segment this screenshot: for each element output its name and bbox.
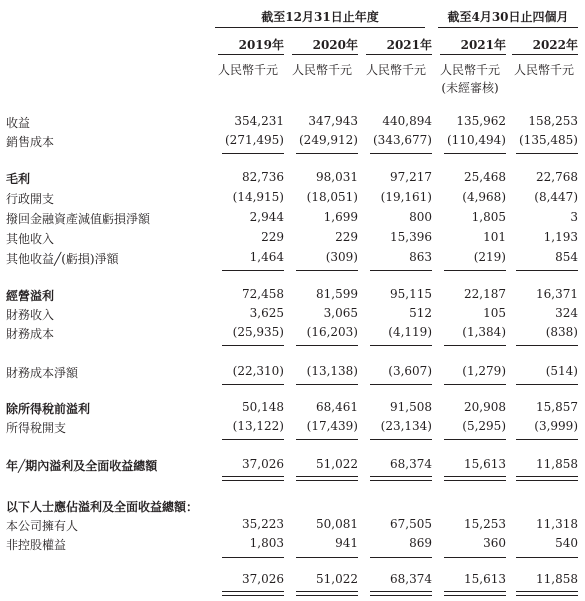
cell-value: 229 — [335, 230, 358, 244]
cell-value: (13,138) — [306, 364, 358, 378]
subtotal-rule — [516, 270, 578, 271]
cell-value: (8,447) — [534, 190, 578, 204]
row-label: 毛利 — [6, 172, 31, 186]
cell-value: 22,187 — [464, 287, 506, 301]
subtotal-rule — [296, 439, 358, 440]
year-header: 2019年 — [238, 38, 284, 52]
cell-value: (4,119) — [388, 325, 432, 339]
row-label: 非控股權益 — [6, 538, 67, 552]
cell-value: 50,081 — [316, 517, 358, 531]
cell-value: 16,371 — [536, 287, 578, 301]
row-label: 所得稅開支 — [6, 421, 67, 435]
cell-value: 35,223 — [242, 517, 284, 531]
year-header: 2021年 — [386, 38, 432, 52]
subtotal-rule — [516, 153, 578, 154]
cell-value: (25,935) — [232, 325, 284, 339]
row-label: 其他收益╱(虧損)淨額 — [6, 252, 119, 266]
cell-value: 50,148 — [242, 400, 284, 414]
cell-value: 72,458 — [242, 287, 284, 301]
subtotal-rule — [516, 384, 578, 385]
cell-value: 1,803 — [249, 536, 284, 550]
cell-value: 229 — [261, 230, 284, 244]
row-label: 經營溢利 — [6, 289, 55, 303]
cell-value: 11,858 — [536, 457, 578, 471]
cell-value: 863 — [409, 250, 432, 264]
cell-value: 941 — [335, 536, 358, 550]
subtotal-rule — [516, 345, 578, 346]
cell-value: 347,943 — [308, 114, 358, 128]
subtotal-rule — [296, 153, 358, 154]
cell-value: 2,944 — [249, 210, 284, 224]
cell-value: 91,508 — [390, 400, 432, 414]
unit-label: 人民幣千元 — [291, 63, 352, 77]
subtotal-rule — [370, 557, 432, 558]
cell-value: 67,505 — [390, 517, 432, 531]
cell-value: (135,485) — [519, 133, 578, 147]
year-rule — [366, 54, 432, 55]
cell-value: 869 — [409, 536, 432, 550]
cell-value: (19,161) — [380, 190, 432, 204]
row-label: 撥回金融資產減值虧損淨額 — [6, 212, 151, 226]
row-label: 銷售成本 — [6, 135, 55, 149]
cell-value: (514) — [545, 364, 578, 378]
cell-value: (18,051) — [306, 190, 358, 204]
cell-value: 800 — [409, 210, 432, 224]
cell-value: 82,736 — [242, 170, 284, 184]
total-double-rule — [296, 591, 358, 596]
cell-value: 98,031 — [316, 170, 358, 184]
subtotal-rule — [444, 270, 506, 271]
cell-value: 101 — [483, 230, 506, 244]
subtotal-rule — [444, 345, 506, 346]
cell-value: (22,310) — [232, 364, 284, 378]
cell-value: 15,396 — [390, 230, 432, 244]
cell-value: 68,461 — [316, 400, 358, 414]
cell-value: 95,115 — [390, 287, 432, 301]
cell-value: 37,026 — [242, 572, 284, 586]
total-double-rule — [370, 591, 432, 596]
cell-value: 105 — [483, 306, 506, 320]
row-label: 行政開支 — [6, 192, 55, 206]
cell-value: 854 — [555, 250, 578, 264]
header-group-year: 截至12月31日止年度 — [261, 10, 379, 24]
cell-value: 354,231 — [234, 114, 284, 128]
subtotal-rule — [222, 153, 284, 154]
row-label: 財務成本 — [6, 327, 55, 341]
subtotal-rule — [444, 439, 506, 440]
subtotal-rule — [222, 270, 284, 271]
row-label: 本公司擁有人 — [6, 519, 79, 533]
cell-value: (1,384) — [462, 325, 506, 339]
unit-label: 人民幣千元 — [439, 63, 500, 77]
cell-value: 540 — [555, 536, 578, 550]
year-rule — [512, 54, 578, 55]
subtotal-rule — [296, 557, 358, 558]
section-heading: 以下人士應佔溢利及全面收益總額： — [6, 500, 199, 514]
cell-value: (14,915) — [232, 190, 284, 204]
total-double-rule — [444, 476, 506, 481]
cell-value: (17,439) — [306, 419, 358, 433]
cell-value: 51,022 — [316, 457, 358, 471]
cell-value: 324 — [555, 306, 578, 320]
cell-value: 3,625 — [249, 306, 284, 320]
row-label: 財務成本淨額 — [6, 366, 79, 380]
cell-value: (1,279) — [462, 364, 506, 378]
cell-value: 1,193 — [543, 230, 578, 244]
cell-value: (309) — [325, 250, 358, 264]
row-label: 其他收入 — [6, 232, 55, 246]
total-double-rule — [296, 476, 358, 481]
subtotal-rule — [516, 557, 578, 558]
row-label: 財務收入 — [6, 308, 55, 322]
subtotal-rule — [222, 439, 284, 440]
subtotal-rule — [296, 384, 358, 385]
year-header: 2020年 — [312, 38, 358, 52]
cell-value: (23,134) — [380, 419, 432, 433]
cell-value: 15,253 — [464, 517, 506, 531]
cell-value: (4,968) — [462, 190, 506, 204]
subtotal-rule — [370, 153, 432, 154]
cell-value: 512 — [409, 306, 432, 320]
total-double-rule — [516, 591, 578, 596]
unit-label: 人民幣千元 — [365, 63, 426, 77]
subtotal-rule — [444, 557, 506, 558]
subtotal-rule — [222, 557, 284, 558]
cell-value: (219) — [473, 250, 506, 264]
cell-value: 158,253 — [528, 114, 578, 128]
cell-value: (13,122) — [232, 419, 284, 433]
header-group-rule — [438, 27, 578, 28]
cell-value: 97,217 — [390, 170, 432, 184]
total-double-rule — [222, 591, 284, 596]
cell-value: 20,908 — [464, 400, 506, 414]
subtotal-rule — [444, 384, 506, 385]
year-rule — [218, 54, 284, 55]
year-rule — [292, 54, 358, 55]
total-double-rule — [370, 476, 432, 481]
subtotal-rule — [370, 270, 432, 271]
subtotal-rule — [296, 270, 358, 271]
cell-value: 440,894 — [382, 114, 432, 128]
cell-value: 135,962 — [456, 114, 506, 128]
unit-label: 人民幣千元 — [217, 63, 278, 77]
cell-value: (3,607) — [388, 364, 432, 378]
cell-value: 81,599 — [316, 287, 358, 301]
total-double-rule — [444, 591, 506, 596]
row-label: 除所得稅前溢利 — [6, 402, 91, 416]
year-header: 2022年 — [532, 38, 578, 52]
header-group-rule — [215, 27, 425, 28]
subtotal-rule — [222, 345, 284, 346]
total-double-rule — [222, 476, 284, 481]
total-double-rule — [516, 476, 578, 481]
cell-value: 25,468 — [464, 170, 506, 184]
cell-value: 68,374 — [390, 572, 432, 586]
cell-value: (249,912) — [299, 133, 358, 147]
cell-value: 11,318 — [536, 517, 578, 531]
unit-label: 人民幣千元 — [513, 63, 574, 77]
cell-value: (343,677) — [373, 133, 432, 147]
cell-value: 3,065 — [323, 306, 358, 320]
cell-value: 15,613 — [464, 457, 506, 471]
cell-value: (110,494) — [447, 133, 506, 147]
cell-value: (271,495) — [225, 133, 284, 147]
cell-value: (16,203) — [306, 325, 358, 339]
cell-value: 37,026 — [242, 457, 284, 471]
cell-value: 11,858 — [536, 572, 578, 586]
subtotal-rule — [370, 384, 432, 385]
row-label: 年╱期內溢利及全面收益總額 — [6, 459, 158, 473]
subtotal-rule — [444, 153, 506, 154]
cell-value: 360 — [483, 536, 506, 550]
cell-value: 68,374 — [390, 457, 432, 471]
cell-value: 51,022 — [316, 572, 358, 586]
subtotal-rule — [296, 345, 358, 346]
year-header: 2021年 — [460, 38, 506, 52]
subtotal-rule — [516, 439, 578, 440]
header-group-period: 截至4月30日止四個月 — [447, 10, 569, 24]
cell-value: 22,768 — [536, 170, 578, 184]
cell-value: (3,999) — [534, 419, 578, 433]
cell-value: 3 — [570, 210, 578, 224]
cell-value: 1,699 — [323, 210, 358, 224]
cell-value: (838) — [545, 325, 578, 339]
subtotal-rule — [370, 345, 432, 346]
cell-value: 15,613 — [464, 572, 506, 586]
unaudited-label: (未經審核) — [441, 81, 499, 95]
cell-value: (5,295) — [462, 419, 506, 433]
subtotal-rule — [222, 384, 284, 385]
cell-value: 15,857 — [536, 400, 578, 414]
cell-value: 1,805 — [471, 210, 506, 224]
cell-value: 1,464 — [249, 250, 284, 264]
row-label: 收益 — [6, 116, 31, 130]
year-rule — [440, 54, 506, 55]
subtotal-rule — [370, 439, 432, 440]
